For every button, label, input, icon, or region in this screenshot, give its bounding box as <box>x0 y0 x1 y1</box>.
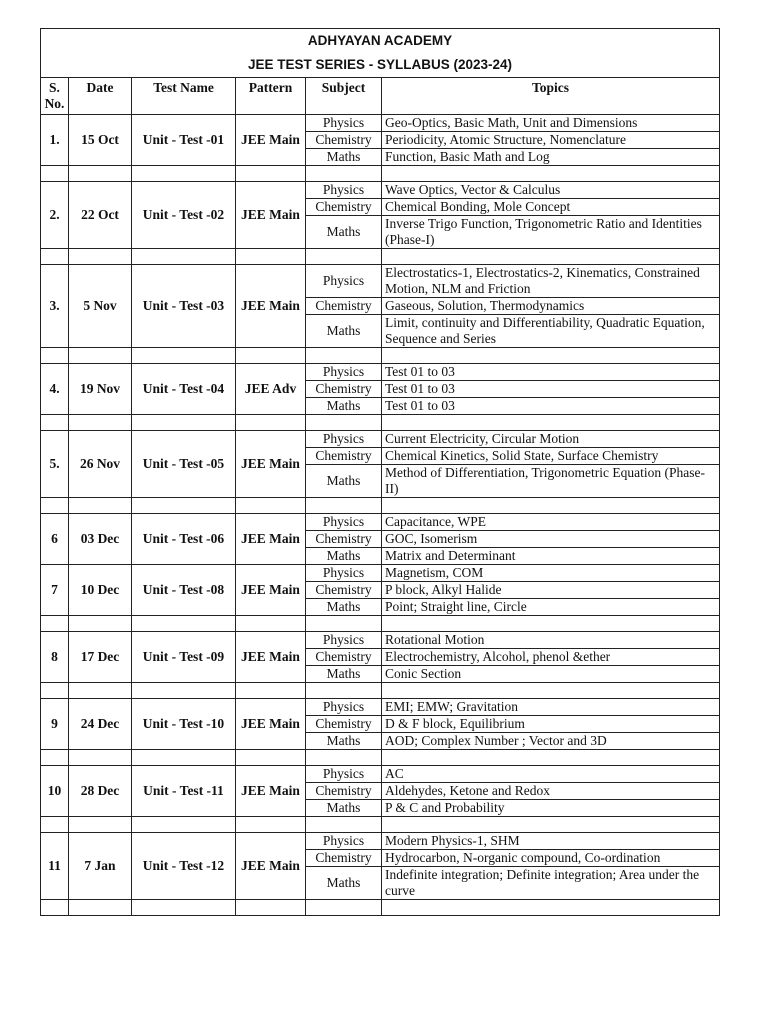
spacer-row <box>41 498 720 514</box>
topics-cell: Function, Basic Math and Log <box>382 149 720 166</box>
subject-cell: Maths <box>306 149 382 166</box>
test-sno: 7 <box>41 565 69 616</box>
test-date: 28 Dec <box>69 766 132 817</box>
spacer-row <box>41 683 720 699</box>
subject-cell: Maths <box>306 398 382 415</box>
spacer-row <box>41 249 720 265</box>
subject-cell: Chemistry <box>306 716 382 733</box>
topics-cell: Geo-Optics, Basic Math, Unit and Dimensions <box>382 115 720 132</box>
empty-cell <box>382 900 720 916</box>
test-name: Unit - Test -12 <box>132 833 236 900</box>
test-name: Unit - Test -06 <box>132 514 236 565</box>
test-pattern: JEE Main <box>236 182 306 249</box>
subject-cell: Chemistry <box>306 649 382 666</box>
empty-cell <box>306 166 382 182</box>
topics-cell: Chemical Bonding, Mole Concept <box>382 199 720 216</box>
spacer-row <box>41 616 720 632</box>
test-sno: 8 <box>41 632 69 683</box>
subject-cell: Chemistry <box>306 381 382 398</box>
syllabus-table <box>40 28 720 916</box>
empty-cell <box>132 348 236 364</box>
test-sno: 5. <box>41 431 69 498</box>
test-sno: 3. <box>41 265 69 348</box>
spacer-row <box>41 166 720 182</box>
academy-name: ADHYAYAN ACADEMY <box>41 29 720 54</box>
empty-cell <box>41 415 69 431</box>
empty-cell <box>132 683 236 699</box>
empty-cell <box>41 498 69 514</box>
syllabus-body <box>41 115 720 916</box>
empty-cell <box>69 817 132 833</box>
topics-cell: Electrochemistry, Alcohol, phenol &ether <box>382 649 720 666</box>
topics-cell: Method of Differentiation, Trigonometric Equation (Phase-II) <box>382 465 720 498</box>
empty-cell <box>382 498 720 514</box>
subject-cell: Maths <box>306 216 382 249</box>
spacer-row <box>41 900 720 916</box>
subject-cell: Maths <box>306 465 382 498</box>
col-header-sno: S. No. <box>41 78 69 115</box>
subject-cell: Physics <box>306 833 382 850</box>
empty-cell <box>132 249 236 265</box>
col-header-date: Date <box>69 78 132 115</box>
empty-cell <box>132 498 236 514</box>
subject-cell: Chemistry <box>306 199 382 216</box>
subject-cell: Physics <box>306 364 382 381</box>
empty-cell <box>382 415 720 431</box>
test-sno: 2. <box>41 182 69 249</box>
test-sno: 1. <box>41 115 69 166</box>
col-header-test-name: Test Name <box>132 78 236 115</box>
empty-cell <box>236 415 306 431</box>
empty-cell <box>306 249 382 265</box>
topics-cell: Periodicity, Atomic Structure, Nomenclature <box>382 132 720 149</box>
subject-cell: Maths <box>306 800 382 817</box>
topics-cell: Matrix and Determinant <box>382 548 720 565</box>
topics-cell: P block, Alkyl Halide <box>382 582 720 599</box>
test-sno: 4. <box>41 364 69 415</box>
empty-cell <box>69 348 132 364</box>
test-name: Unit - Test -09 <box>132 632 236 683</box>
test-pattern: JEE Main <box>236 766 306 817</box>
topics-cell: Capacitance, WPE <box>382 514 720 531</box>
empty-cell <box>132 750 236 766</box>
empty-cell <box>69 498 132 514</box>
test-date: 19 Nov <box>69 364 132 415</box>
empty-cell <box>382 683 720 699</box>
test-pattern: JEE Main <box>236 514 306 565</box>
subject-cell: Physics <box>306 632 382 649</box>
test-date: 03 Dec <box>69 514 132 565</box>
test-date: 10 Dec <box>69 565 132 616</box>
test-pattern: JEE Main <box>236 431 306 498</box>
table-row <box>41 833 720 850</box>
test-pattern: JEE Adv <box>236 364 306 415</box>
topics-cell: Aldehydes, Ketone and Redox <box>382 783 720 800</box>
topics-cell: Limit, continuity and Differentiability, Quadratic Equation, Sequence and Series <box>382 315 720 348</box>
subject-cell: Chemistry <box>306 448 382 465</box>
empty-cell <box>132 900 236 916</box>
empty-cell <box>382 616 720 632</box>
empty-cell <box>69 683 132 699</box>
empty-cell <box>132 166 236 182</box>
table-row <box>41 632 720 649</box>
table-row <box>41 182 720 199</box>
subject-cell: Chemistry <box>306 582 382 599</box>
academy-title-row <box>41 29 720 54</box>
topics-cell: GOC, Isomerism <box>382 531 720 548</box>
empty-cell <box>382 817 720 833</box>
test-pattern: JEE Main <box>236 115 306 166</box>
table-row <box>41 699 720 716</box>
test-name: Unit - Test -04 <box>132 364 236 415</box>
test-name: Unit - Test -08 <box>132 565 236 616</box>
test-name: Unit - Test -05 <box>132 431 236 498</box>
subject-cell: Physics <box>306 265 382 298</box>
subject-cell: Physics <box>306 565 382 582</box>
syllabus-document <box>40 28 720 916</box>
empty-cell <box>69 750 132 766</box>
subject-cell: Maths <box>306 315 382 348</box>
test-sno: 6 <box>41 514 69 565</box>
spacer-row <box>41 415 720 431</box>
subject-cell: Maths <box>306 666 382 683</box>
topics-cell: Chemical Kinetics, Solid State, Surface Chemistry <box>382 448 720 465</box>
test-date: 5 Nov <box>69 265 132 348</box>
subject-cell: Maths <box>306 599 382 616</box>
test-sno: 10 <box>41 766 69 817</box>
test-name: Unit - Test -02 <box>132 182 236 249</box>
test-pattern: JEE Main <box>236 833 306 900</box>
empty-cell <box>132 415 236 431</box>
test-pattern: JEE Main <box>236 565 306 616</box>
subject-cell: Physics <box>306 182 382 199</box>
col-header-topics: Topics <box>382 78 720 115</box>
test-pattern: JEE Main <box>236 632 306 683</box>
table-row <box>41 364 720 381</box>
subject-cell: Physics <box>306 431 382 448</box>
empty-cell <box>236 249 306 265</box>
topics-cell: Test 01 to 03 <box>382 364 720 381</box>
empty-cell <box>41 750 69 766</box>
test-pattern: JEE Main <box>236 265 306 348</box>
topics-cell: Test 01 to 03 <box>382 398 720 415</box>
subject-cell: Chemistry <box>306 132 382 149</box>
test-name: Unit - Test -01 <box>132 115 236 166</box>
test-date: 7 Jan <box>69 833 132 900</box>
empty-cell <box>236 817 306 833</box>
topics-cell: Current Electricity, Circular Motion <box>382 431 720 448</box>
subject-cell: Physics <box>306 766 382 783</box>
empty-cell <box>41 817 69 833</box>
table-row <box>41 265 720 298</box>
empty-cell <box>41 900 69 916</box>
empty-cell <box>236 616 306 632</box>
spacer-row <box>41 348 720 364</box>
spacer-row <box>41 750 720 766</box>
topics-cell: Inverse Trigo Function, Trigonometric Ratio and Identities (Phase-I) <box>382 216 720 249</box>
col-header-pattern: Pattern <box>236 78 306 115</box>
empty-cell <box>69 415 132 431</box>
topics-cell: Test 01 to 03 <box>382 381 720 398</box>
empty-cell <box>236 348 306 364</box>
empty-cell <box>306 348 382 364</box>
test-date: 17 Dec <box>69 632 132 683</box>
test-date: 26 Nov <box>69 431 132 498</box>
spacer-row <box>41 817 720 833</box>
empty-cell <box>236 900 306 916</box>
topics-cell: D & F block, Equilibrium <box>382 716 720 733</box>
topics-cell: Indefinite integration; Definite integration; Area under the curve <box>382 867 720 900</box>
empty-cell <box>306 498 382 514</box>
column-header-row <box>41 78 720 115</box>
table-row <box>41 514 720 531</box>
topics-cell: Electrostatics-1, Electrostatics-2, Kinematics, Constrained Motion, NLM and Friction <box>382 265 720 298</box>
subject-cell: Physics <box>306 699 382 716</box>
topics-cell: Magnetism, COM <box>382 565 720 582</box>
empty-cell <box>41 348 69 364</box>
empty-cell <box>306 683 382 699</box>
topics-cell: Conic Section <box>382 666 720 683</box>
empty-cell <box>306 616 382 632</box>
empty-cell <box>69 166 132 182</box>
test-sno: 9 <box>41 699 69 750</box>
topics-cell: Hydrocarbon, N-organic compound, Co-ordination <box>382 850 720 867</box>
empty-cell <box>306 415 382 431</box>
empty-cell <box>382 750 720 766</box>
topics-cell: EMI; EMW; Gravitation <box>382 699 720 716</box>
empty-cell <box>41 616 69 632</box>
subject-cell: Physics <box>306 115 382 132</box>
empty-cell <box>69 616 132 632</box>
subject-cell: Chemistry <box>306 298 382 315</box>
subject-cell: Chemistry <box>306 531 382 548</box>
empty-cell <box>41 166 69 182</box>
empty-cell <box>69 249 132 265</box>
test-pattern: JEE Main <box>236 699 306 750</box>
table-row <box>41 115 720 132</box>
col-header-subject: Subject <box>306 78 382 115</box>
subject-cell: Chemistry <box>306 850 382 867</box>
topics-cell: Gaseous, Solution, Thermodynamics <box>382 298 720 315</box>
test-date: 15 Oct <box>69 115 132 166</box>
topics-cell: AC <box>382 766 720 783</box>
test-name: Unit - Test -11 <box>132 766 236 817</box>
subject-cell: Maths <box>306 867 382 900</box>
test-name: Unit - Test -03 <box>132 265 236 348</box>
empty-cell <box>41 249 69 265</box>
topics-cell: Point; Straight line, Circle <box>382 599 720 616</box>
empty-cell <box>382 166 720 182</box>
empty-cell <box>236 750 306 766</box>
subject-cell: Maths <box>306 548 382 565</box>
subject-cell: Maths <box>306 733 382 750</box>
table-row <box>41 431 720 448</box>
empty-cell <box>132 817 236 833</box>
empty-cell <box>236 683 306 699</box>
empty-cell <box>236 166 306 182</box>
empty-cell <box>236 498 306 514</box>
empty-cell <box>306 817 382 833</box>
test-date: 22 Oct <box>69 182 132 249</box>
topics-cell: Rotational Motion <box>382 632 720 649</box>
empty-cell <box>382 249 720 265</box>
series-title-row <box>41 53 720 78</box>
topics-cell: Modern Physics-1, SHM <box>382 833 720 850</box>
empty-cell <box>306 900 382 916</box>
subject-cell: Chemistry <box>306 783 382 800</box>
test-name: Unit - Test -10 <box>132 699 236 750</box>
test-sno: 11 <box>41 833 69 900</box>
empty-cell <box>69 900 132 916</box>
topics-cell: AOD; Complex Number ; Vector and 3D <box>382 733 720 750</box>
empty-cell <box>382 348 720 364</box>
empty-cell <box>306 750 382 766</box>
series-title: JEE TEST SERIES - SYLLABUS (2023-24) <box>41 53 720 78</box>
subject-cell: Physics <box>306 514 382 531</box>
topics-cell: P & C and Probability <box>382 800 720 817</box>
test-date: 24 Dec <box>69 699 132 750</box>
topics-cell: Wave Optics, Vector & Calculus <box>382 182 720 199</box>
empty-cell <box>41 683 69 699</box>
empty-cell <box>132 616 236 632</box>
table-row <box>41 766 720 783</box>
table-row <box>41 565 720 582</box>
